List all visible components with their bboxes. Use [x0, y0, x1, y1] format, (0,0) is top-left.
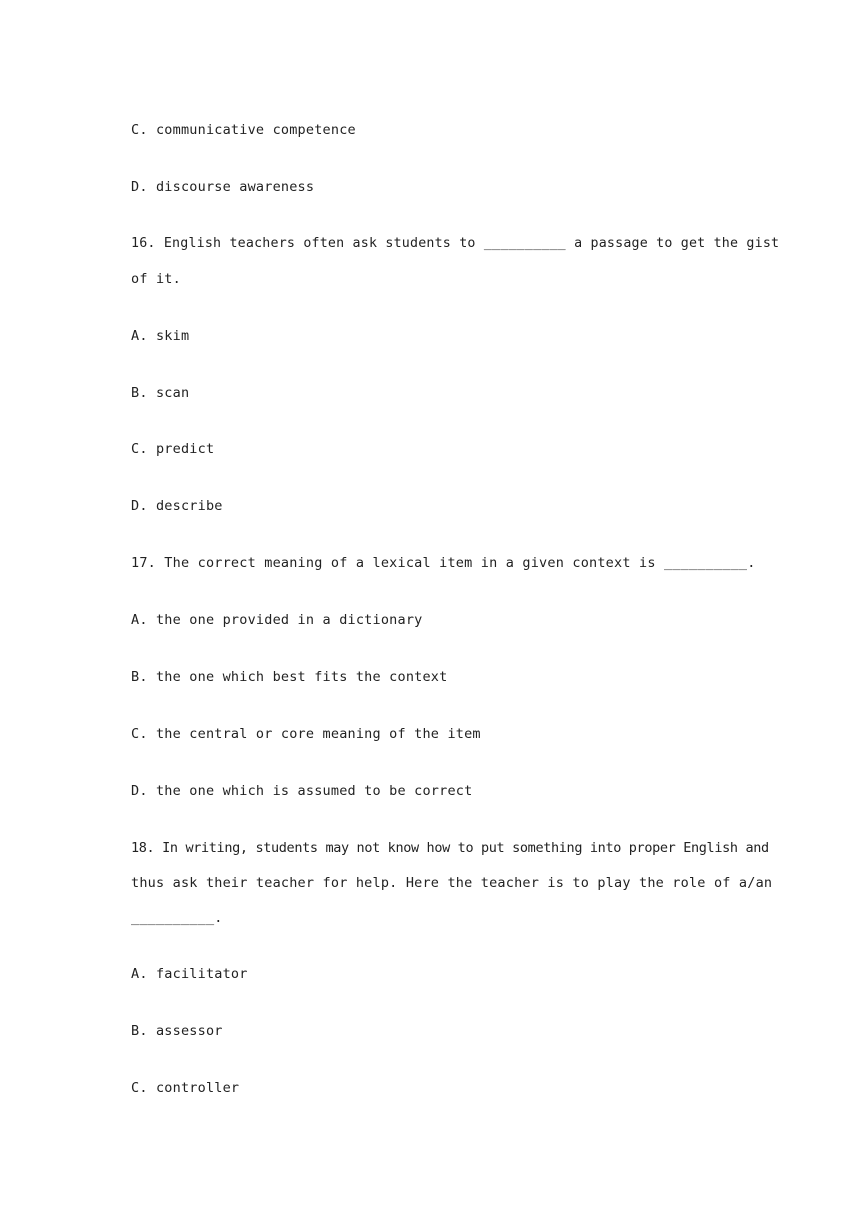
q15-option-d: D. discourse awareness — [131, 179, 315, 195]
q15-option-c: C. communicative competence — [131, 122, 356, 138]
q17-option-d: D. the one which is assumed to be correct — [131, 783, 473, 799]
q18-stem-line-1: 18. In writing, students may not know how to put something into proper English and — [131, 840, 769, 856]
q18-option-a: A. facilitator — [131, 966, 248, 982]
q17-stem: 17. The correct meaning of a lexical item in a given context is __________. — [131, 555, 756, 571]
q16-option-d: D. describe — [131, 498, 223, 514]
q18-option-b: B. assessor — [131, 1023, 223, 1039]
q17-option-b: B. the one which best fits the context — [131, 669, 448, 685]
q17-option-a: A. the one provided in a dictionary — [131, 612, 423, 628]
q17-option-c: C. the central or core meaning of the item — [131, 726, 481, 742]
q16-option-b: B. scan — [131, 385, 190, 401]
q18-option-c: C. controller — [131, 1080, 240, 1096]
q18-stem-line-3: __________. — [131, 910, 223, 926]
q16-option-c: C. predict — [131, 441, 215, 457]
q16-stem-line-2: of it. — [131, 271, 181, 287]
q18-stem-line-2: thus ask their teacher for help. Here the teacher is to play the role of a/an — [131, 875, 773, 891]
q16-option-a: A. skim — [131, 328, 190, 344]
q16-stem-line-1: 16. English teachers often ask students to __________ a passage to get the gist — [131, 236, 780, 251]
